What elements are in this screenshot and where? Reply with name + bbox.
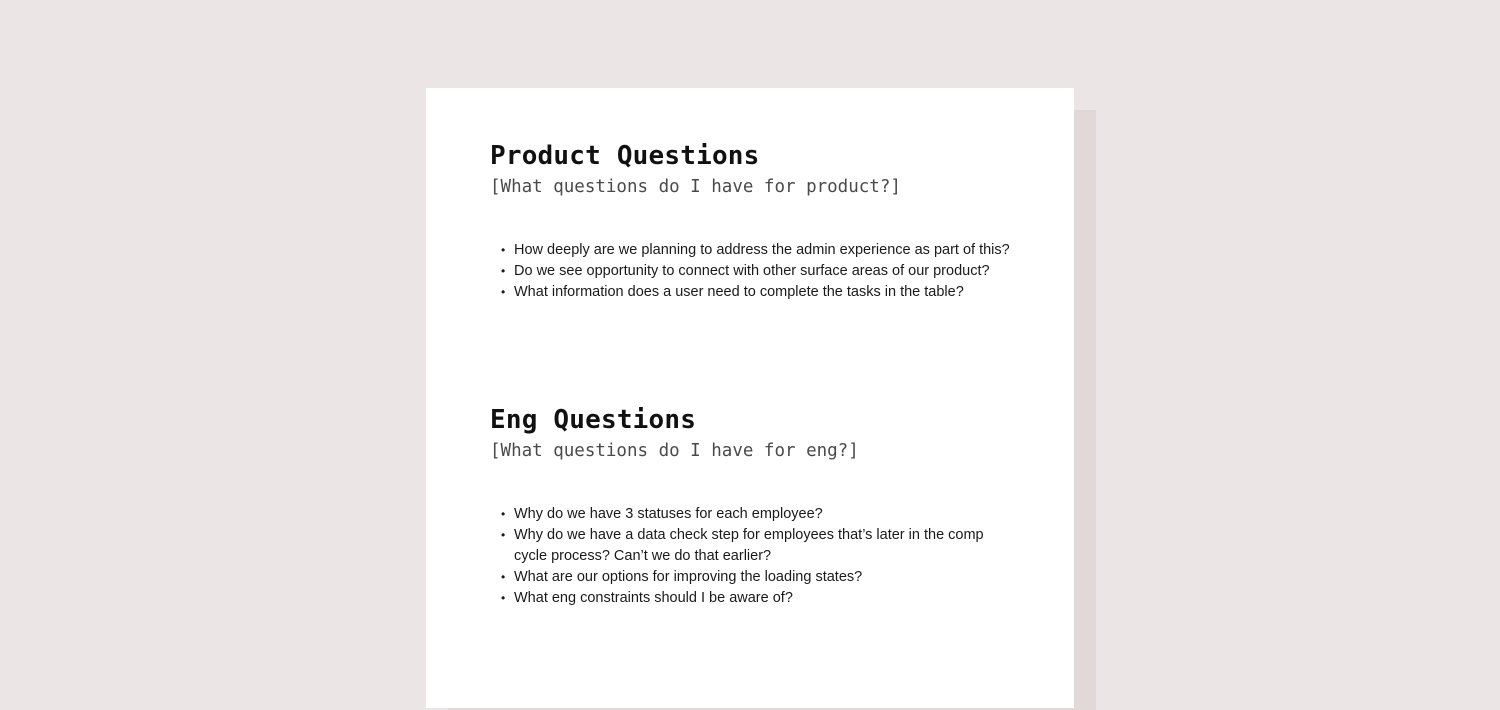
- list-item: • How deeply are we planning to address the admin experience as part of this?: [514, 240, 1014, 261]
- section-subtitle: [What questions do I have for eng?]: [490, 441, 859, 461]
- section-title: Product Questions: [490, 141, 760, 171]
- document-page: [426, 88, 1074, 708]
- list-item: • What eng constraints should I be aware of?: [514, 588, 994, 609]
- list-item: • Why do we have a data check step for employees that’s later in the comp cycle process? Can’t we do that earlier?: [514, 525, 994, 567]
- eng-questions-section: [490, 402, 1030, 609]
- list-item: • Why do we have 3 statuses for each employee?: [514, 504, 994, 525]
- question-list: [490, 240, 1030, 303]
- product-questions-section: [490, 138, 1030, 303]
- section-title: Eng Questions: [490, 405, 697, 435]
- section-subtitle: [What questions do I have for product?]: [490, 177, 901, 197]
- list-item: • What are our options for improving the loading states?: [514, 567, 994, 588]
- question-list: [490, 504, 1030, 609]
- list-item: • Do we see opportunity to connect with other surface areas of our product?: [514, 261, 1014, 282]
- list-item: • What information does a user need to complete the tasks in the table?: [514, 282, 1014, 303]
